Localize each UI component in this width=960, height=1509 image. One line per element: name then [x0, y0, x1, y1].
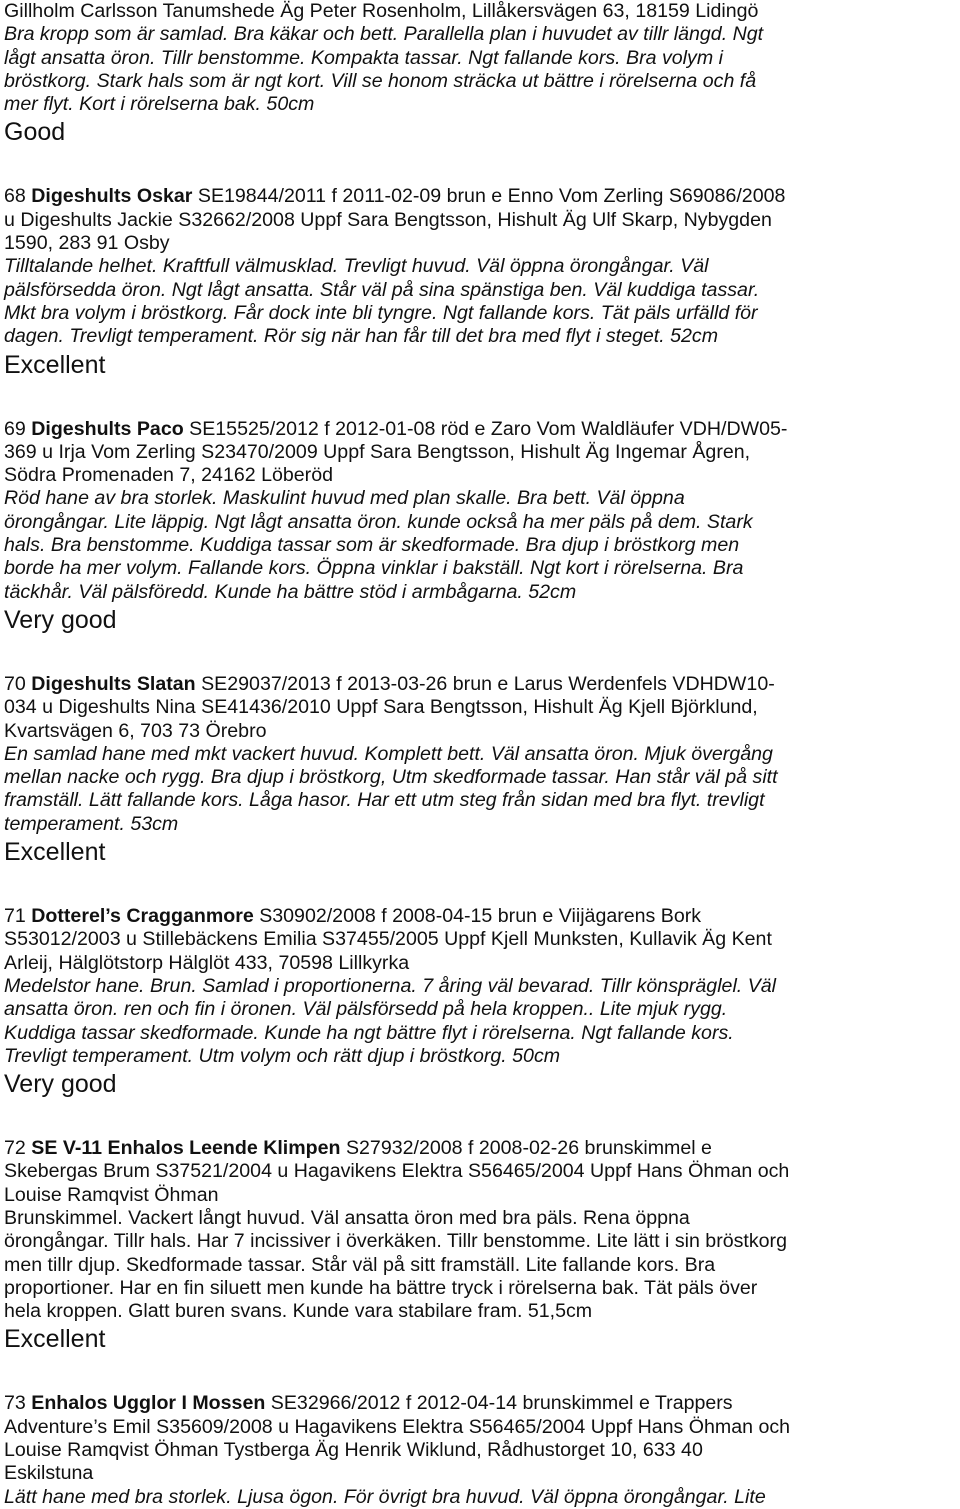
grade-label: Good [4, 118, 66, 147]
intro-critique-line: Bra kropp som är samlad. Bra käkar och bett. Parallella plan i huvudet av tillr längd. Ngt [4, 23, 764, 46]
dog-name: Digeshults Paco [31, 417, 184, 440]
dog-name: Dotterel’s Cragganmore [31, 905, 254, 928]
critique-line: borde ha mer volym. Fallande kors. Öppna vinklar i bakställ. Ngt kort i rörelserna. Bra [4, 557, 744, 580]
dog-name: Digeshults Oskar [31, 185, 193, 208]
grade-label: Excellent [4, 350, 106, 379]
registration-info: SE32966/2012 f 2012-04-14 brunskimmel e Trappers [270, 1392, 733, 1415]
entry-header-line [4, 905, 956, 928]
critique-line: mellan nacke och rygg. Bra djup i bröstkorg, Utm skedformade tassar. Han står väl på sitt [4, 766, 778, 789]
entry-detail-line: Louise Ramqvist Öhman Tystberga Äg Henrik Wiklund, Rådhustorget 10, 633 40 [4, 1439, 703, 1462]
entry-detail-line: S53012/2003 u Stillebäckens Emilia S37455/2005 Uppf Kjell Munksten, Kullavik Äg Kent [4, 928, 772, 951]
critique-line: hela kroppen. Glatt buren svans. Kunde vara stabilare fram. 51,5cm [4, 1300, 593, 1323]
intro-owner-line: Gillholm Carlsson Tanumshede Äg Peter Rosenholm, Lillåkersvägen 63, 18159 Lidingö [4, 0, 759, 22]
dog-entry [4, 673, 956, 869]
entry-header-line [4, 673, 956, 696]
grade-label: Excellent [4, 1325, 106, 1354]
critique-line: örongångar. Lite läppig. Ngt lågt ansatta öron. kunde också ha mer päls på dem. Stark [4, 510, 753, 533]
entry-spacer [4, 1101, 956, 1137]
critique-line: Röd hane av bra storlek. Maskulint huvud med plan skalle. Bra bett. Väl öppna [4, 487, 685, 510]
registration-info: S30902/2008 f 2008-04-15 brun e Viijägarens Bork [259, 905, 702, 928]
entry-detail-line: Kvartsvägen 6, 703 73 Örebro [4, 719, 267, 742]
intro-critique-line: mer flyt. Kort i rörelserna bak. 50cm [4, 93, 315, 116]
entry-detail-line: Södra Promenaden 7, 24162 Löberöd [4, 464, 333, 487]
entry-detail-line: Arleij, Hälglötstorp Hälglöt 433, 70598 Lillkyrka [4, 951, 410, 974]
entry-detail-line: Adventure’s Emil S35609/2008 u Hagavikens Elektra S56465/2004 Uppf Hans Öhman och [4, 1415, 791, 1438]
entry-number: 73 [4, 1392, 26, 1415]
dog-name: Enhalos Ugglor I Mossen [31, 1392, 266, 1415]
critique-line: proportioner. Har en fin siluett men kunde ha bättre tryck i rörelserna bak. Tät päls över [4, 1276, 758, 1299]
grade-label: Very good [4, 1070, 117, 1099]
grade-label: Excellent [4, 838, 106, 867]
entry-header-line [4, 1137, 956, 1160]
entry-header-line [4, 418, 956, 441]
critique-line: ansatta öron. ren och fin i öronen. Väl pälsförsedd på hela kroppen.. Lite mjuk rygg. [4, 998, 728, 1021]
entry-spacer [4, 382, 956, 418]
critique-line: framställ. Lätt fallande kors. Låga hasor. Har ett utm steg från sidan med bra flyt. trevligt [4, 789, 765, 812]
intro-block [4, 0, 956, 149]
critique-line: men tillr djup. Skedformade tassar. Står väl på sitt framställ. Lite fallande kors. Bra [4, 1253, 716, 1276]
dog-entry [4, 905, 956, 1101]
entry-detail-line: 034 u Digeshults Nina SE41436/2010 Uppf Sara Bengtsson, Hishult Äg Kjell Björklund, [4, 696, 758, 719]
entry-number: 72 [4, 1137, 26, 1160]
entry-detail-line: 369 u Irja Vom Zerling S23470/2009 Uppf Sara Bengtsson, Hishult Äg Ingemar Ågren, [4, 440, 751, 463]
entry-number: 71 [4, 905, 26, 928]
entry-detail-line: 1590, 283 91 Osby [4, 232, 170, 255]
critique-line: Lätt hane med bra storlek. Ljusa ögon. För övrigt bra huvud. Väl öppna örongångar. Lite [4, 1485, 766, 1508]
grade-label: Very good [4, 605, 117, 634]
critique-line: En samlad hane med mkt vackert huvud. Komplett bett. Väl ansatta öron. Mjuk övergång [4, 742, 773, 765]
registration-info: SE19844/2011 f 2011-02-09 brun e Enno Vom Zerling S69086/2008 [197, 185, 786, 208]
critique-line: pälsförsedda öron. Ngt lågt ansatta. Står väl på sina spänstiga ben. Väl kuddiga tassar. [4, 278, 760, 301]
critique-line: hals. Bra benstomme. Kuddiga tassar som är skedformade. Bra djup i bröstkorg men [4, 534, 740, 557]
entry-detail-line: Louise Ramqvist Öhman [4, 1183, 219, 1206]
intro-critique-line: bröstkorg. Stark hals som är ngt kort. Vill se honom sträcka ut bättre i rörelserna och få [4, 69, 757, 92]
dog-entry [4, 1392, 956, 1508]
dog-name: SE V-11 Enhalos Leende Klimpen [31, 1137, 341, 1160]
critique-line: täckhår. Väl pälsföredd. Kunde ha bättre stöd i armbågarna. 52cm [4, 580, 577, 603]
entry-detail-line: Eskilstuna [4, 1462, 94, 1485]
critique-line: dagen. Trevligt temperament. Rör sig när han får till det bra med flyt i steget. 52cm [4, 325, 719, 348]
dog-name: Digeshults Slatan [31, 672, 196, 695]
intro-critique-line: lågt ansatta öron. Tillr benstomme. Kompakta tassar. Ngt fallande kors. Bra volym i [4, 46, 723, 69]
critique-line: Kuddiga tassar skedformade. Kunde ha ngt bättre flyt i rörelserna. Ngt fallande kors. [4, 1021, 734, 1044]
dog-entry [4, 1137, 956, 1356]
critique-line: örongångar. Tillr hals. Har 7 incissiver i överkäken. Tillr benstomme. Lite lätt i sin bröstkorg [4, 1230, 787, 1253]
dog-entry [4, 418, 956, 637]
entry-number: 70 [4, 672, 26, 695]
entry-spacer [4, 149, 956, 185]
critique-line: Trevligt temperament. Utm volym och rätt djup i bröstkorg. 50cm [4, 1044, 561, 1067]
entry-header-line [4, 1392, 956, 1415]
registration-info: SE15525/2012 f 2012-01-08 röd e Zaro Vom Waldläufer VDH/DW05- [189, 417, 788, 440]
critique-line: Brunskimmel. Vackert långt huvud. Väl ansatta öron med bra päls. Rena öppna [4, 1206, 690, 1229]
critique-line: temperament. 53cm [4, 812, 179, 835]
entry-header-line [4, 185, 956, 208]
entry-spacer [4, 869, 956, 905]
entry-spacer [4, 1356, 956, 1392]
dog-entry [4, 185, 956, 381]
entry-detail-line: Skebergas Brum S37521/2004 u Hagavikens Elektra S56465/2004 Uppf Hans Öhman och [4, 1160, 790, 1183]
critique-line: Tilltalande helhet. Kraftfull välmusklad. Trevligt huvud. Väl öppna örongångar. Väl [4, 255, 709, 278]
registration-info: S27932/2008 f 2008-02-26 brunskimmel e [345, 1137, 712, 1160]
entry-number: 69 [4, 417, 26, 440]
entry-number: 68 [4, 185, 26, 208]
entry-spacer [4, 637, 956, 673]
entry-detail-line: u Digeshults Jackie S32662/2008 Uppf Sara Bengtsson, Hishult Äg Ulf Skarp, Nybygden [4, 208, 772, 231]
registration-info: SE29037/2013 f 2013-03-26 brun e Larus Werdenfels VDHDW10- [201, 672, 775, 695]
critique-line: Medelstor hane. Brun. Samlad i proportionerna. 7 åring väl bevarad. Tillr könspräglel. Väl [4, 974, 777, 997]
critique-line: Mkt bra volym i bröstkorg. Får dock inte bli tyngre. Ngt fallande kors. Tät päls urfälld för [4, 301, 758, 324]
